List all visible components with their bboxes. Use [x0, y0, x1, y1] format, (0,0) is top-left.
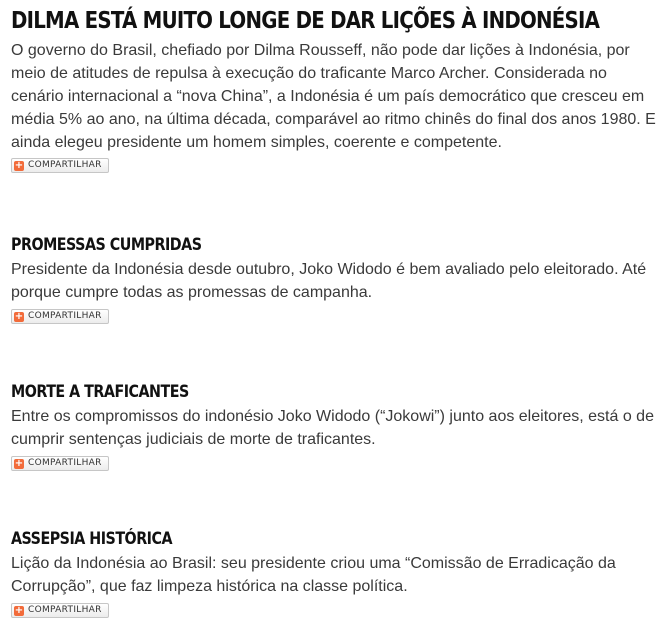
plus-icon: +	[14, 457, 24, 469]
plus-icon: +	[14, 310, 24, 322]
article-dilma	[11, 6, 663, 176]
article-body: O governo do Brasil, chefiado por Dilma Rousseff, não pode dar lições à Indonésia, por meio de atitudes de repulsa à execução do traficante Marco Archer. Considerada no cenário internacional a “nova China”, a Indonésia é um país democrático que cresceu em média 5% ao ano, na última década, comparável ao ritmo chinês do final dos anos 1980. E ainda elegeu presidente um homem simples, coerente e competente.	[11, 42, 656, 151]
article-assepsia	[11, 527, 663, 621]
article-body: Entre os compromissos do indonésio Joko Widodo (“Jokowi”) junto aos eleitores, está o de cumprir sentenças judiciais de morte de traficantes.	[11, 408, 654, 448]
article-headline: DILMA ESTÁ MUITO LONGE DE DAR LIÇÕES À INDONÉSIA	[11, 8, 600, 34]
share-button-label: COMPARTILHAR	[28, 458, 102, 468]
plus-icon: +	[14, 159, 24, 171]
share-button[interactable]	[11, 309, 109, 324]
share-button[interactable]	[11, 603, 109, 618]
share-button-label: COMPARTILHAR	[28, 311, 102, 321]
article-headline: PROMESSAS CUMPRIDAS	[11, 235, 202, 255]
article-promessas	[11, 233, 663, 327]
share-button-label: COMPARTILHAR	[28, 160, 102, 170]
plus-icon: +	[14, 604, 24, 616]
article-headline: MORTE A TRAFICANTES	[11, 382, 189, 402]
share-button-label: COMPARTILHAR	[28, 605, 102, 615]
share-button[interactable]	[11, 158, 109, 173]
article-body: Lição da Indonésia ao Brasil: seu presidente criou uma “Comissão de Erradicação da Corrupção”, que faz limpeza histórica na classe política.	[11, 555, 616, 595]
article-body: Presidente da Indonésia desde outubro, Joko Widodo é bem avaliado pelo eleitorado. Até porque cumpre todas as promessas de campanha.	[11, 261, 647, 301]
article-morte	[11, 380, 663, 474]
share-button[interactable]	[11, 456, 109, 471]
article-headline: ASSEPSIA HISTÓRICA	[11, 529, 173, 549]
